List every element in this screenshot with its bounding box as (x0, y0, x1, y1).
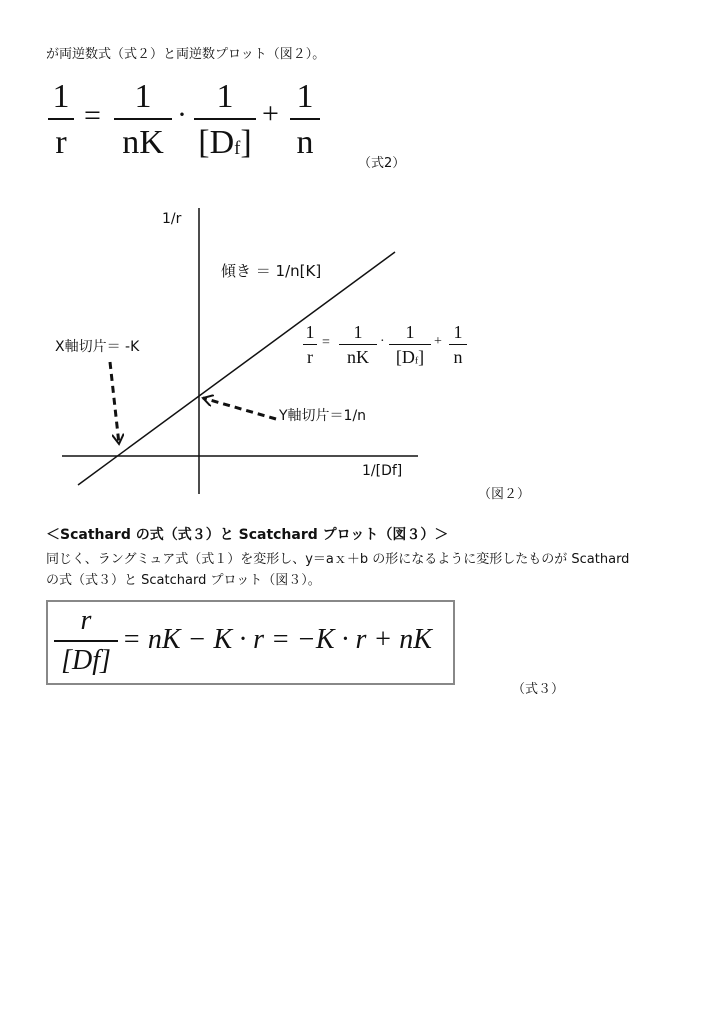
x-intercept-arrow (110, 362, 119, 444)
fig-eq-dot: · (380, 334, 385, 349)
eq2-plus: + (262, 97, 279, 130)
y-intercept-arrow (203, 398, 276, 419)
fig-eq-plus: + (434, 334, 442, 349)
eq2-term1-numerator: 1 (134, 78, 152, 115)
eq3-label: （式３） (512, 682, 565, 697)
eq2-lhs-numerator: 1 (52, 78, 70, 115)
fig-eq-lhs-fraction (303, 323, 317, 366)
eq2-label: （式2） (358, 156, 406, 171)
eq3-lhs-denominator: [Df] (61, 644, 111, 676)
fig-eq-term1-bar (339, 344, 377, 345)
y-axis-label: 1/r (162, 211, 182, 227)
eq3-lhs-fraction (54, 606, 118, 677)
plot-line (78, 252, 395, 485)
x-axis-label: 1/[Df] (362, 463, 403, 479)
eq2-term3-numerator: 1 (296, 78, 314, 115)
fig-eq-term3-numerator: 1 (453, 322, 463, 342)
intro-text: が両逆数式（式２）と両逆数プロット（図２）。 (46, 47, 326, 62)
figure-2-label: （図２） (478, 487, 531, 502)
eq2-dot: · (177, 98, 187, 131)
fig-eq-term2-den-close: ] (418, 347, 425, 367)
x-intercept-label: X軸切片＝ -K (55, 339, 140, 355)
slope-label: 傾き ＝ 1/n[K] (221, 262, 322, 280)
eq2-term3-denominator: n (296, 124, 314, 161)
fig-eq-term1-denominator: nK (347, 347, 369, 367)
eq2-term2-den-close: ] (240, 124, 252, 161)
fig-eq-term3-denominator: n (453, 347, 463, 367)
eq2-lhs-denominator: r (55, 124, 67, 161)
fig-eq-term2-bar (389, 344, 431, 345)
fig-eq-term2-den-open: [D (395, 347, 415, 367)
body-text-line-2: の式（式３）と Scatchard プロット（図３）。 (46, 573, 321, 588)
fig-eq-term1-numerator: 1 (353, 322, 363, 342)
fig-eq-lhs-bar (303, 344, 317, 345)
fig-eq-lhs-numerator: 1 (305, 322, 315, 342)
fig-eq-term2-fraction (389, 323, 431, 366)
section-heading: ＜Scathard の式（式３）と Scatchard プロット（図３）＞ (46, 527, 449, 543)
fig-eq-equals: = (322, 335, 330, 350)
eq3-lhs-bar (54, 640, 118, 642)
fig-eq-term1-fraction (339, 323, 377, 366)
fig-eq-term2-denominator (389, 348, 431, 366)
fig-eq-term3-bar (449, 344, 467, 345)
eq2-term2-numerator: 1 (216, 78, 234, 115)
eq3-lhs-numerator: r (80, 605, 92, 636)
fig-eq-lhs-denominator: r (307, 347, 313, 367)
y-intercept-label: Y軸切片＝1/n (279, 408, 367, 424)
fig-eq-term2-den-sub: f (414, 355, 419, 367)
fig-eq-term2-numerator: 1 (405, 322, 415, 342)
eq2-equals: = (84, 99, 101, 132)
eq2-term2-den-open: [D (198, 124, 235, 161)
eq2-term2-den-sub: f (234, 137, 241, 159)
fig-eq-term3-fraction (449, 323, 467, 366)
eq3-rhs: = nK − K · r = −K · r + nK (122, 624, 432, 655)
body-text-line-1: 同じく、ラングミュア式（式１）を変形し、y＝aｘ＋b の形になるように変形したものが Scathard (46, 552, 630, 567)
eq2-term1-denominator: nK (122, 124, 164, 161)
equation-3-box (46, 600, 455, 685)
